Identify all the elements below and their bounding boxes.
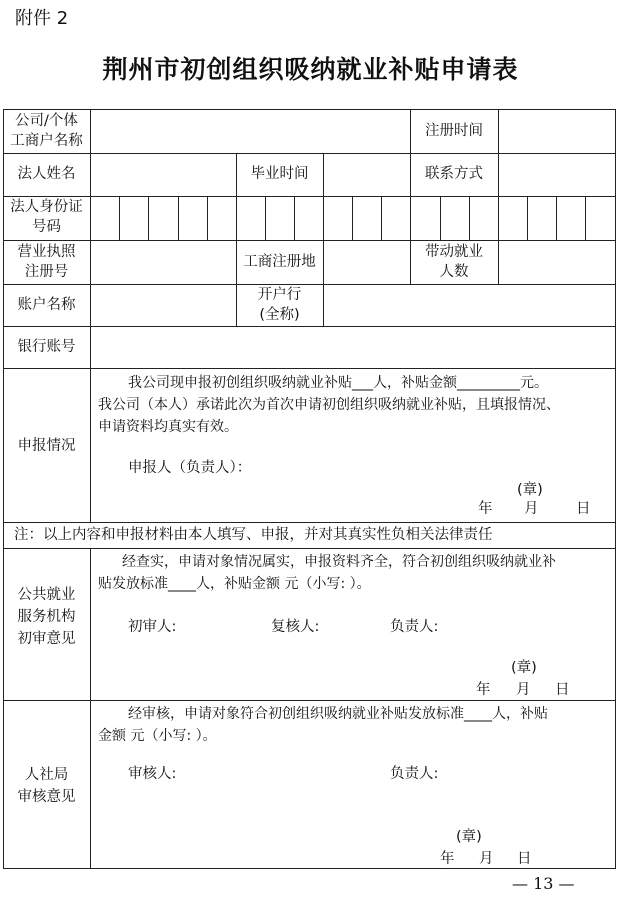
seal-mark: (章)	[456, 829, 482, 845]
contact-field[interactable]	[499, 154, 614, 196]
employment-count-field[interactable]	[499, 241, 614, 284]
page-number: — 13 —	[512, 874, 575, 893]
id-digit-divider	[440, 196, 441, 240]
statement-line-1: 我公司现申报初创组织吸纳就业补贴___人，补贴金额_________元。	[128, 375, 548, 391]
bank-name-field[interactable]	[324, 285, 614, 326]
row-divider	[3, 522, 615, 523]
company-name-field[interactable]	[91, 110, 409, 153]
business-license-field[interactable]	[91, 241, 235, 284]
legal-name-field[interactable]	[91, 154, 235, 196]
row-divider	[3, 700, 615, 701]
seal-mark: (章)	[511, 660, 537, 676]
id-digit-divider	[352, 196, 353, 240]
date-month: 月	[524, 501, 539, 517]
registration-place-label: 工商注册地	[243, 254, 316, 270]
label-column-divider	[90, 548, 91, 868]
registration-place-field[interactable]	[324, 241, 410, 284]
employment-count-label: 带动就业 人数	[425, 244, 483, 280]
application-status-label: 申报情况	[17, 438, 76, 454]
row-divider	[3, 368, 615, 369]
applicant-signature-label: 申报人（负责人）：	[128, 460, 252, 476]
application-statement	[98, 372, 610, 438]
statement-line-2: 我公司（本人）承诺此次为首次申请初创组织吸纳就业补贴，且填报情况、	[98, 397, 560, 413]
id-digit-divider	[148, 196, 149, 240]
id-digit-divider	[469, 196, 470, 240]
re-reviewer-label: 复核人:	[271, 619, 320, 635]
bank-name-label: 开户行 (全称)	[257, 287, 302, 323]
business-license-label: 营业执照 注册号	[17, 244, 76, 280]
public-review-statement: 经查实，申请对象情况属实，申报资料齐全，符合初创组织吸纳就业补 贴发放标准____人，补贴金额 元（小写: ）。	[98, 554, 556, 592]
statement-line-3: 申请资料均真实有效。	[98, 419, 238, 435]
social-review-statement: 经审核，申请对象符合初创组织吸纳就业补贴发放标准____人，补贴 金额 元（小写: ）。	[98, 706, 548, 744]
date-month: 月	[516, 682, 531, 698]
id-digit-divider	[323, 196, 324, 240]
person-in-charge-label: 负责人:	[390, 766, 439, 782]
liability-note: 注：以上内容和申报材料由本人填写、申报，并对其真实性负相关法律责任	[14, 527, 493, 543]
date-month: 月	[479, 851, 494, 867]
form-title: 荆州市初创组织吸纳就业补贴申请表	[102, 55, 519, 84]
id-digit-divider	[585, 196, 586, 240]
id-number-label: 法人身份证 号码	[10, 199, 83, 235]
id-digit-divider	[381, 196, 382, 240]
social-bureau-label: 人社局 审核意见	[17, 767, 76, 805]
id-digit-divider	[178, 196, 179, 240]
id-digit-divider	[294, 196, 295, 240]
date-day: 日	[576, 501, 591, 517]
auditor-label: 审核人:	[128, 766, 177, 782]
graduation-time-field[interactable]	[324, 154, 410, 196]
id-digit-divider	[119, 196, 120, 240]
date-year: 年	[478, 501, 493, 517]
company-name-label: 公司/个体 工商户名称	[10, 113, 83, 149]
account-name-label: 账户名称	[17, 297, 76, 313]
registration-time-label: 注册时间	[425, 123, 483, 139]
account-name-field[interactable]	[91, 285, 235, 326]
id-digit-divider	[265, 196, 266, 240]
seal-mark: (章)	[517, 482, 543, 498]
bank-account-field[interactable]	[91, 327, 614, 368]
registration-time-field[interactable]	[499, 110, 614, 153]
date-day: 日	[517, 851, 532, 867]
attachment-label: 附件 2	[15, 8, 69, 29]
person-in-charge-label: 负责人:	[390, 619, 439, 635]
id-digit-divider	[410, 196, 411, 240]
id-digit-divider	[556, 196, 557, 240]
contact-label: 联系方式	[425, 166, 483, 182]
id-digit-divider	[236, 196, 237, 240]
date-year: 年	[476, 682, 491, 698]
graduation-time-label: 毕业时间	[250, 166, 309, 182]
table-border-right	[615, 109, 616, 869]
id-digit-divider	[527, 196, 528, 240]
id-digit-divider	[207, 196, 208, 240]
first-reviewer-label: 初审人:	[128, 619, 177, 635]
id-digit-divider	[498, 196, 499, 240]
row-divider	[3, 196, 615, 197]
legal-name-label: 法人姓名	[17, 166, 76, 182]
date-day: 日	[555, 682, 570, 698]
bank-account-label: 银行账号	[17, 339, 76, 355]
date-year: 年	[440, 851, 455, 867]
public-employment-label: 公共就业 服务机构 初审意见	[17, 587, 76, 647]
row-divider	[3, 548, 615, 549]
